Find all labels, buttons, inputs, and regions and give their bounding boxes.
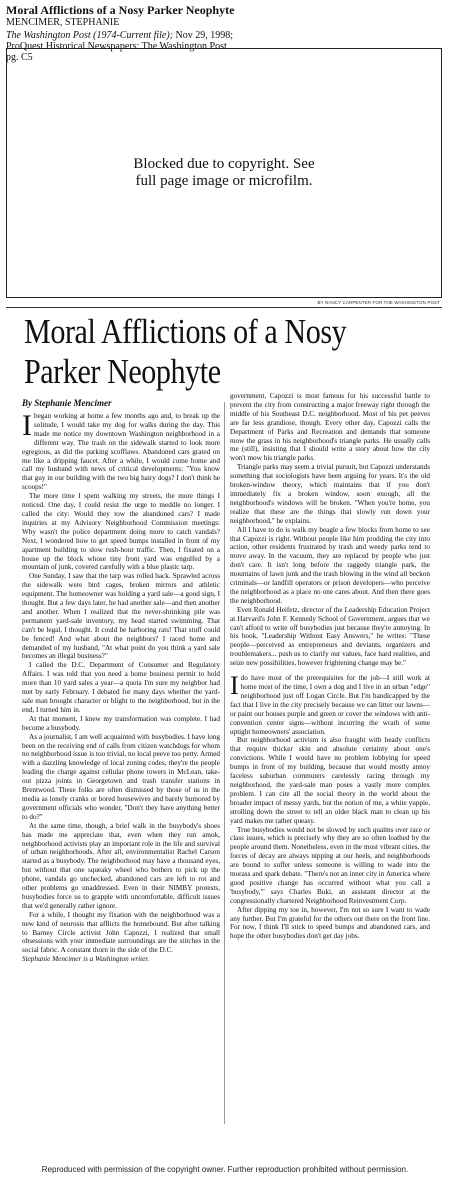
byline: By Stephanie Mencimer	[22, 398, 112, 408]
paragraph: All I have to do is walk my beagle a few blocks from home to see that Capozzi is right. Without people like him prodding the city into action, other residents frustrated by trash and weedy parks tend to move away. In the vacuum, they are replaced by people who just don't care. It isn't long before the raggedy triangle park, the mountains of lawn junk and the trash blowing in the wind all beckon criminals—or landfill operators or prison developers—who perceive the neighborhood as a place no one cares about. And then there goes the neighborhood.	[230, 525, 430, 605]
paragraph: government, Capozzi is most famous for his successful battle to prevent the city from constructing a major freeway right through the middle of his Southeast D.C. neighborhood. Most of his pet peeves are far less grandiose, though. Every other day, Capozzi calls the Department of Parks and Recreation and demands that someone mow the grass in his neighborhood's triangle parks. He usually calls me (still), insisting that I should write a story about how the city won't mow his triangle parks.	[230, 392, 430, 463]
citation-database: ProQuest Historical Newspapers: The Washington Post	[6, 41, 227, 52]
paragraph: Even Ronald Heifetz, director of the Leadership Education Project at Harvard's John F. Kennedy School of Government, argues that we can't afford to write off busybodies just because they're annoying. In his book, "Leadership Without Easy Answers," he writes: "These people—perceived as entrepreneurs and deviants, organizers and troublemakers... push us to clarify our values, face hard realities, and seize new possibilities, however frightening change may be."	[230, 605, 430, 668]
paragraph: One Sunday, I saw that the tarp was rolled back. Sprawled across the sidewalk were bird cages, broken mirrors and athletic equipment. The homeowner was holding a yard sale—a good sign, I thought. But a few days later, he had another sale—and then another and another. When I realized that the never-shrinking pile was permanent yard-sale inventory, my head started swimming. That can't be legal, I thought. It could be harboring rats! That stuff could be fenced! And what about the neighbors? I raced home and demanded of my husband, "At what point do you think a yard sale becomes an illegal business?"	[22, 572, 220, 661]
paragraph: After dipping my toe in, however, I'm not so sure I want to wade any further. But I'm grateful for the others out there on the front line. For now, I think I'll stick to speed bumps and abandoned cars, and hope the other busybodies don't get day jobs.	[230, 905, 430, 941]
headline: Moral Afflictions of a Nosy Parker Neophyte	[24, 312, 347, 391]
paragraph-text: began working at home a few months ago and, to break up the solitude, I would take my dog for walks during the day. This made me notice my downtown Washington neighborhood in a different way. The trash on the sidewalk started to look more egregious, as did the parking scofflaws. Abandoned cars grated on me like a dripping faucet. After a while, I would come home and call my husband with news of critical developments: "You know that guy in our building with the two big hairy dogs? I don't think he scoops!"	[22, 412, 220, 492]
blocked-image-box	[6, 48, 442, 298]
paragraph: The more time I spent walking my streets, the more things I noticed. One day, I could resist the urge to meddle no longer. I called the city: Would they tow the abandoned cars? I made inquiries at my Advisory Neighborhood Commission meetings: Why wasn't the police department doing more to catch vandals? Next, I wondered how to get speed bumps installed in front of my apartment building to slow rush-hour traffic. Then, I fixated on a house up the block whose tiny front yard was engulfed by a mountain of junk, covered carefully with a blue plastic tarp.	[22, 492, 220, 572]
top-rule	[6, 307, 442, 308]
paragraph: As a journalist, I am well acquainted with busybodies. I have long been on the receiving end of calls from citizen watchdogs for whom no neighborhood issue is too trivial, no local peeve too petty. Armed with a dazzling knowledge of local zoning codes, they're the people leading the charge against cellular phone towers in McLean, take-out pizza joints in Georgetown and trash transfer stations in Brentwood. These folks are often dismissed by those of us in the media as lonely cranks or bored housewives and barely humored by government officials who wonder, "Don't they have anything better to do?"	[22, 732, 220, 821]
citation-title: Moral Afflictions of a Nosy Parker Neophyte	[6, 3, 235, 17]
paragraph: At that moment, I knew my transformation was complete. I had become a busybody.	[22, 714, 220, 732]
paragraph-text: do have most of the prerequisites for the job—I still work at home most of the time, I own a dog and I live in an urban "edge" neighborhood just off Logan Circle. But I'm handicapped by the fact that I live in the city precisely because we can litter our lawns—or paint our houses purple and green or cover the windows with anti-convention center signs—without incurring the wrath of some uptight homeowners' association.	[230, 674, 430, 736]
drop-cap: I	[22, 409, 32, 442]
article-column-right	[230, 392, 430, 941]
paragraph: But neighborhood activism is also fraught with heady conflicts that require thicker skin and absolute certainty about one's convictions. While I would have no problem lobbying for speed bumps in front of my building, because that would mostly annoy faceless suburban commuters carelessly racing through my neighborhood, the yard-sale man poses a vastly more complex problem. I can cite all the social theory in the world about the broader impact of messy yards, but the notion of me, a white yuppie, strolling down the street to tell an older black man to clean up his yard makes me rather queasy.	[230, 736, 430, 825]
author-bio: Stephanie Mencimer is a Washington writer.	[22, 955, 150, 964]
citation-source-line	[6, 28, 446, 41]
paragraph	[230, 671, 430, 736]
citation-source: The Washington Post (1974-Current file);	[6, 30, 174, 41]
citation-page: pg. C5	[6, 52, 33, 63]
paragraph	[22, 409, 220, 492]
drop-cap: I	[230, 671, 239, 701]
citation-date: Nov 29, 1998;	[173, 30, 234, 41]
article-column-left	[22, 409, 220, 964]
paragraph: I called the D.C. Department of Consumer and Regulatory Affairs. I was told that you need a home business permit to hold more than 10 yard sales a year—a quota I'm sure my neighbor had met by early February. I debated for many days whether the yard-sale man brought character or blight to the neighborhood, but in the end, I turned him in.	[22, 661, 220, 714]
column-divider	[224, 402, 225, 1124]
blocked-message: Blocked due to copyright. See full page image or microfilm.	[133, 156, 315, 189]
paragraph: True busybodies would not be slowed by such qualms over race or class issues, which is precisely why they are so often loathed by the people around them. Nonetheless, even in the most vibrant cities, the forces of decay are always nipping at our heels, and neighborhoods are bound to suffer unless someone is willing to wade into the morass and spark debate. "There's not an inner city in America where good positive change has occurred without what you call a 'busybody,'" says Charles Buki, an assistant director at the congressionally chartered Neighborhood Reinvestment Corp.	[230, 825, 430, 905]
reproduction-notice: Reproduced with permission of the copyright owner. Further reproduction prohibited without permission.	[41, 1165, 409, 1174]
paragraph: For a while, I thought my fixation with the neighborhood was a new kind of neurosis that afflicts the homebound. But after talking to Barney Circle activist John Capozzi, I realized that small obsessions with your immediate surroundings are the stitches in the social fabric. A constant thorn in the side of the D.C.	[22, 910, 220, 955]
paragraph: Triangle parks may seem a trivial pursuit, but Capozzi understands something that sociologists have been arguing for years. It's the old broken-window theory, which maintains that if you don't immediately fix a broken window, soon enough, all the neighborhood's windows will be broken. "When you're home, you realize that these are the things that slowly run down your neighborhood," he explains.	[230, 463, 430, 525]
citation-author: MENCIMER, STEPHANIE	[6, 17, 120, 28]
photo-credit: BY NANCY CARPENTER FOR THE WASHINGTON POST	[317, 300, 440, 305]
paragraph: At the same time, though, a brief walk in the busybody's shoes has made me appreciate that, even when they run amok, neighborhood activists play an important role in the life and survival of urban neighborhoods. After all, environmentalist Rachel Carson started as a busybody. The neighborhood may have a thousand eyes, but without that one squeaky wheel who bothers to pick up the phone, vandals go unchecked, abandoned cars are left to rot and other problems go unaddressed. Even in their NIMBY protests, busybodies force us to grapple with uncomfortable, difficult issues that we'd generally rather ignore.	[22, 821, 220, 910]
